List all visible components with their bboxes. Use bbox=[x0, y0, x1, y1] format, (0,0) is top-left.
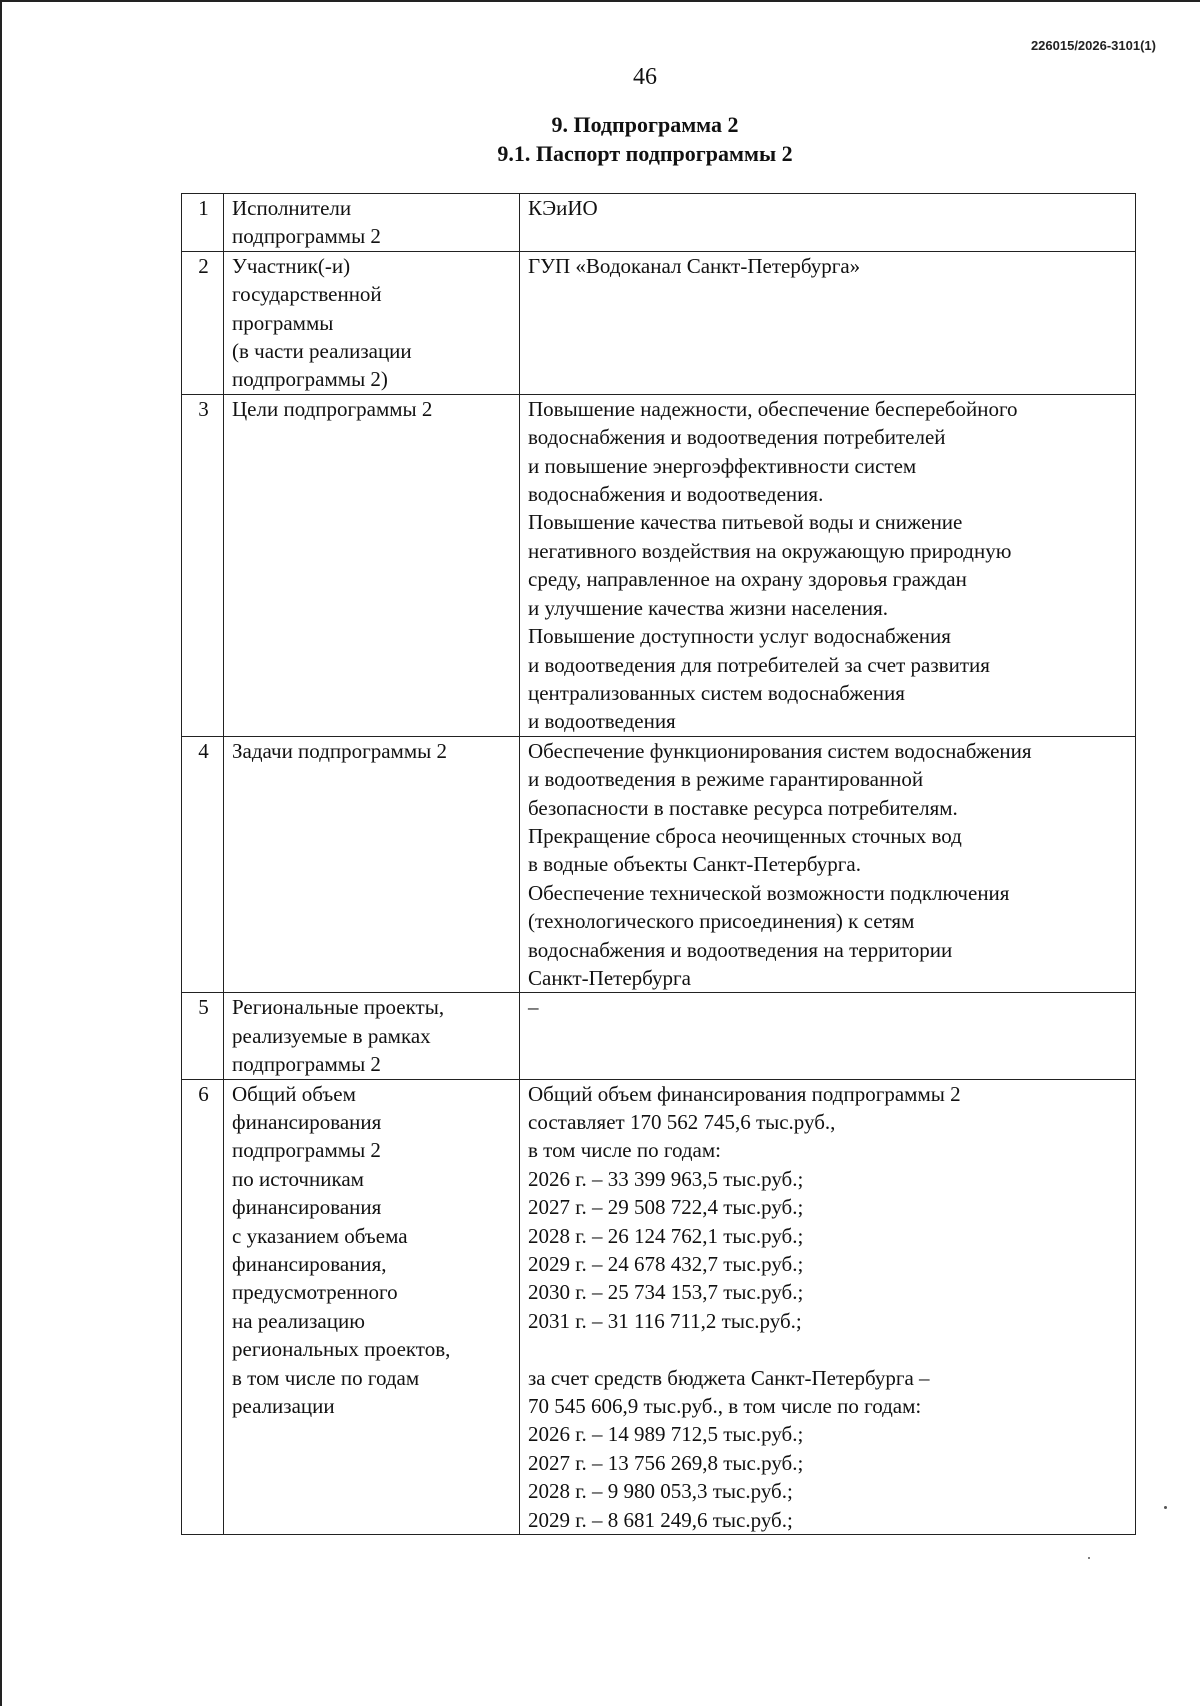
row-label-cell bbox=[224, 736, 520, 993]
row-label-cell bbox=[224, 993, 520, 1079]
row-label-cell bbox=[224, 251, 520, 394]
label-line: реализации bbox=[232, 1394, 335, 1419]
row-content-cell bbox=[520, 194, 1136, 252]
content-line: и улучшение качества жизни населения. bbox=[528, 595, 889, 620]
table-row bbox=[182, 993, 1136, 1079]
content-line: и повышение энергоэффективности систем bbox=[528, 453, 917, 478]
table-row bbox=[182, 251, 1136, 394]
label-line: в том числе по годам bbox=[232, 1365, 420, 1390]
label-line: (в части реализации bbox=[232, 339, 412, 364]
content-line: составляет 170 562 745,6 тыс.руб., bbox=[528, 1110, 836, 1134]
content-line: 2026 г. – 14 989 712,5 тыс.руб.; bbox=[528, 1422, 804, 1447]
content-line: Общий объем финансирования подпрограммы 2 bbox=[528, 1081, 961, 1106]
content-line: 2031 г. – 31 116 711,2 тыс.руб.; bbox=[528, 1308, 802, 1333]
label-line: Задачи подпрограммы 2 bbox=[232, 738, 447, 763]
label-line: региональных проектов, bbox=[232, 1337, 451, 1362]
label-line: программы bbox=[232, 310, 334, 335]
row-content-cell bbox=[520, 993, 1136, 1079]
row-content-cell bbox=[520, 394, 1136, 736]
label-line: Цели подпрограммы 2 bbox=[232, 396, 433, 421]
scan-edge-left bbox=[0, 0, 2, 1706]
label-line: подпрограммы 2) bbox=[232, 367, 388, 392]
row-number: 1 bbox=[182, 194, 224, 252]
content-line: (технологического присоединения) к сетям bbox=[528, 909, 915, 934]
label-line: с указанием объема bbox=[232, 1223, 408, 1248]
row-label-cell bbox=[224, 1079, 520, 1534]
row-content-cell bbox=[520, 1079, 1136, 1534]
scan-edge-top bbox=[0, 0, 1200, 2]
content-line: 2029 г. – 8 681 249,6 тыс.руб.; bbox=[528, 1507, 793, 1532]
content-line: Санкт-Петербурга bbox=[528, 965, 691, 990]
scan-speck bbox=[1164, 1506, 1167, 1509]
table-row bbox=[182, 394, 1136, 736]
content-line: и водоотведения в режиме гарантированной bbox=[528, 767, 924, 792]
table-row bbox=[182, 1079, 1136, 1534]
content-line: 2028 г. – 26 124 762,1 тыс.руб.; bbox=[528, 1223, 804, 1248]
content-line: 70 545 606,9 тыс.руб., в том числе по годам: bbox=[528, 1394, 922, 1419]
label-line: Региональные проекты, bbox=[232, 995, 445, 1020]
row-label-cell bbox=[224, 394, 520, 736]
content-line: безопасности в поставке ресурса потребителям. bbox=[528, 795, 958, 820]
content-line: – bbox=[528, 995, 539, 1020]
page-number: 46 bbox=[633, 64, 657, 90]
content-line: и водоотведения bbox=[528, 709, 676, 734]
content-line: ГУП «Водоканал Санкт-Петербурга» bbox=[528, 253, 861, 278]
row-number: 4 bbox=[182, 736, 224, 993]
label-line: государственной bbox=[232, 282, 382, 307]
content-line: водоснабжения и водоотведения. bbox=[528, 482, 824, 507]
label-line: Участник(-и) bbox=[232, 253, 351, 278]
row-number: 6 bbox=[182, 1079, 224, 1534]
content-line: централизованных систем водоснабжения bbox=[528, 680, 905, 705]
content-line: Обеспечение функционирования систем водоснабжения bbox=[528, 738, 1032, 763]
content-line: и водоотведения для потребителей за счет развития bbox=[528, 652, 990, 677]
passport-table-body bbox=[182, 194, 1136, 1535]
label-line: подпрограммы 2 bbox=[232, 1138, 381, 1163]
label-line: Исполнители bbox=[232, 196, 352, 220]
label-line: предусмотренного bbox=[232, 1280, 398, 1305]
label-line: финансирования bbox=[232, 1110, 382, 1134]
section-heading: 9. Подпрограмма 2 bbox=[551, 112, 739, 137]
content-line: 2028 г. – 9 980 053,3 тыс.руб.; bbox=[528, 1479, 793, 1504]
row-number: 5 bbox=[182, 993, 224, 1079]
content-line: за счет средств бюджета Санкт-Петербурга – bbox=[528, 1365, 930, 1390]
label-line: по источникам bbox=[232, 1166, 364, 1191]
label-line: на реализацию bbox=[232, 1308, 365, 1333]
scan-speck bbox=[1088, 1557, 1090, 1559]
row-label-cell bbox=[224, 194, 520, 252]
row-content-cell bbox=[520, 736, 1136, 993]
row-number: 3 bbox=[182, 394, 224, 736]
content-line: Повышение доступности услуг водоснабжения bbox=[528, 624, 951, 649]
blank-line bbox=[528, 1335, 1129, 1363]
content-line: среду, направленное на охрану здоровья граждан bbox=[528, 567, 967, 592]
label-line: реализуемые в рамках bbox=[232, 1023, 431, 1048]
subsection-heading: 9.1. Паспорт подпрограммы 2 bbox=[497, 141, 793, 166]
content-line: 2026 г. – 33 399 963,5 тыс.руб.; bbox=[528, 1166, 804, 1191]
content-line: негативного воздействия на окружающую природную bbox=[528, 538, 1012, 563]
passport-table bbox=[181, 193, 1136, 1535]
document-id: 226015/2026-3101(1) bbox=[1030, 38, 1156, 53]
content-line: 2030 г. – 25 734 153,7 тыс.руб.; bbox=[528, 1280, 804, 1305]
table-row bbox=[182, 194, 1136, 252]
row-number: 2 bbox=[182, 251, 224, 394]
content-line: 2027 г. – 13 756 269,8 тыс.руб.; bbox=[528, 1450, 804, 1475]
label-line: подпрограммы 2 bbox=[232, 224, 381, 249]
label-line: финансирования, bbox=[232, 1252, 387, 1277]
content-line: Обеспечение технической возможности подключения bbox=[528, 880, 1010, 905]
content-line: в водные объекты Санкт-Петербурга. bbox=[528, 852, 861, 877]
label-line: Общий объем bbox=[232, 1081, 356, 1106]
content-line: КЭиИО bbox=[528, 196, 598, 220]
content-line: водоснабжения и водоотведения на территории bbox=[528, 937, 953, 962]
content-line: Повышение качества питьевой воды и снижение bbox=[528, 510, 963, 535]
label-line: финансирования bbox=[232, 1195, 382, 1220]
table-row bbox=[182, 736, 1136, 993]
content-line: в том числе по годам: bbox=[528, 1138, 721, 1163]
content-line: Повышение надежности, обеспечение бесперебойного bbox=[528, 396, 1018, 421]
content-line: 2029 г. – 24 678 432,7 тыс.руб.; bbox=[528, 1252, 804, 1277]
content-line: Прекращение сброса неочищенных сточных вод bbox=[528, 823, 962, 848]
content-line: 2027 г. – 29 508 722,4 тыс.руб.; bbox=[528, 1195, 804, 1220]
label-line: подпрограммы 2 bbox=[232, 1052, 381, 1077]
row-content-cell bbox=[520, 251, 1136, 394]
content-line: водоснабжения и водоотведения потребителей bbox=[528, 425, 946, 450]
